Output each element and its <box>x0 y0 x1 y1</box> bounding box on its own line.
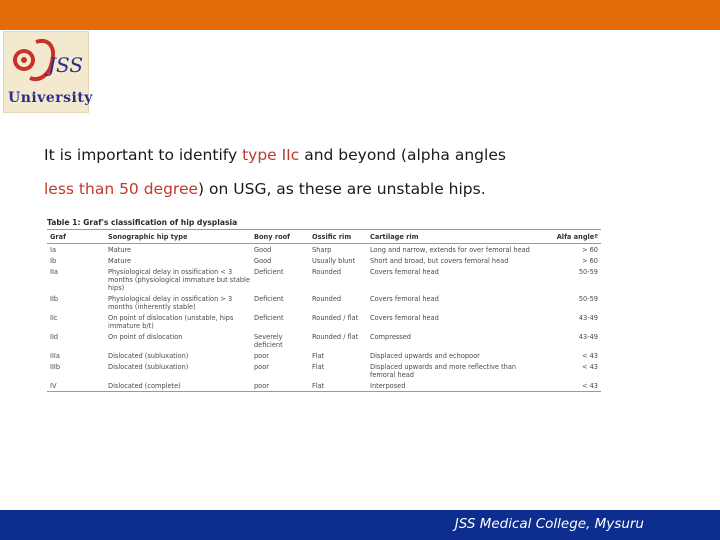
text-segment: ) on USG, as these are unstable hips. <box>198 180 486 198</box>
table-cell: Dislocated (subluxation) <box>108 363 189 371</box>
logo-letters: JSS <box>48 53 84 77</box>
table-row <box>47 266 601 293</box>
table-row <box>47 312 601 331</box>
table-cell: Flat <box>312 352 325 360</box>
table-cell: Physiological delay in ossification < 3 months (physiological immature but stable hips) <box>108 268 250 292</box>
table-cell: Short and broad, but covers femoral head <box>370 257 509 265</box>
table-cell: IIIa <box>50 352 60 360</box>
table-cell: Sharp <box>312 246 332 254</box>
table-cell: < 43 <box>543 380 601 392</box>
table-row <box>47 380 601 392</box>
table-cell: Usually blunt <box>312 257 356 265</box>
table-row <box>47 293 601 312</box>
table-cell: Covers femoral head <box>370 295 439 303</box>
table-cell: Mature <box>108 257 132 265</box>
table-row <box>47 331 601 350</box>
table-cell: Severely deficient <box>254 333 283 349</box>
table-cell: Dislocated (subluxation) <box>108 352 189 360</box>
table-title: Table 1: Graf's classification of hip dysplasia <box>47 218 238 227</box>
table-cell: Good <box>254 246 272 254</box>
table-cell: Rounded <box>312 295 342 303</box>
table-cell: poor <box>251 380 309 392</box>
table-cell: Covers femoral head <box>370 314 439 322</box>
table-cell: < 43 <box>581 363 598 371</box>
table-cell: Ib <box>50 257 57 265</box>
column-header: Cartilage rim <box>367 230 543 244</box>
paragraph-line-1 <box>44 146 684 164</box>
footer-college-name: JSS Medical College, Mysuru <box>454 516 644 532</box>
table-cell: poor <box>254 352 269 360</box>
column-header: Ossific rim <box>309 230 367 244</box>
graf-classification-table <box>47 218 601 428</box>
table-cell: Deficient <box>254 268 284 276</box>
table-cell: > 60 <box>581 246 598 254</box>
top-accent-bar <box>0 0 720 30</box>
table-cell: > 60 <box>581 257 598 265</box>
table-cell: Long and narrow, extends for over femoral head <box>370 246 530 254</box>
jss-university-logo <box>3 31 93 113</box>
table-cell: IId <box>50 333 59 341</box>
table-cell: On point of dislocation <box>108 333 183 341</box>
logo-word: University <box>8 90 93 106</box>
table-cell: 50-59 <box>578 295 598 303</box>
table-cell: poor <box>254 363 269 371</box>
table-cell: IIa <box>50 268 58 276</box>
table-cell: Displaced upwards and more reflective than femoral head <box>370 363 517 379</box>
paragraph-line-2 <box>44 180 684 198</box>
column-header: Graf <box>47 230 105 244</box>
footer-bar <box>0 510 720 540</box>
table-cell: IV <box>47 380 105 392</box>
text-segment: It is important to identify <box>44 146 243 164</box>
table-cell: Rounded / flat <box>312 333 359 341</box>
table-cell: On point of dislocation (unstable, hips immature b/t) <box>108 314 234 330</box>
table-cell: Dislocated (complete) <box>105 380 251 392</box>
table-cell: Flat <box>309 380 367 392</box>
table-cell: Deficient <box>254 314 284 322</box>
table-row <box>47 361 601 380</box>
column-header: Sonographic hip type <box>105 230 251 244</box>
table-row <box>47 244 601 256</box>
table-row <box>47 255 601 266</box>
text-segment: and beyond (alpha angles <box>299 146 506 164</box>
table-cell: Flat <box>312 363 325 371</box>
column-header: Bony roof <box>251 230 309 244</box>
column-header: Alfa angleº <box>543 230 601 244</box>
table-cell: IIIb <box>50 363 61 371</box>
table-cell: < 43 <box>581 352 598 360</box>
table-cell: Compressed <box>370 333 411 341</box>
table-cell: 43-49 <box>578 333 598 341</box>
table-cell: IIc <box>50 314 58 322</box>
highlight-alpha-angle: less than 50 degree <box>44 180 199 198</box>
table-grid <box>47 230 601 392</box>
table-cell: 50-59 <box>578 268 598 276</box>
table-cell: Physiological delay in ossification > 3 months (inherently stable) <box>108 295 233 311</box>
table-row <box>47 350 601 361</box>
table-cell: 43-49 <box>578 314 598 322</box>
table-cell: Good <box>254 257 272 265</box>
table-cell: Ia <box>50 246 56 254</box>
jss-emblem-icon <box>4 32 90 92</box>
highlight-type-iic: type IIc <box>242 146 300 164</box>
table-cell: Covers femoral head <box>370 268 439 276</box>
table-header-row <box>47 230 601 244</box>
table-cell: Interposed <box>367 380 543 392</box>
table-cell: Displaced upwards and echopoor <box>370 352 480 360</box>
table-cell: Rounded / flat <box>312 314 359 322</box>
table-cell: IIb <box>50 295 59 303</box>
table-cell: Deficient <box>254 295 284 303</box>
table-cell: Mature <box>108 246 132 254</box>
table-cell: Rounded <box>312 268 342 276</box>
